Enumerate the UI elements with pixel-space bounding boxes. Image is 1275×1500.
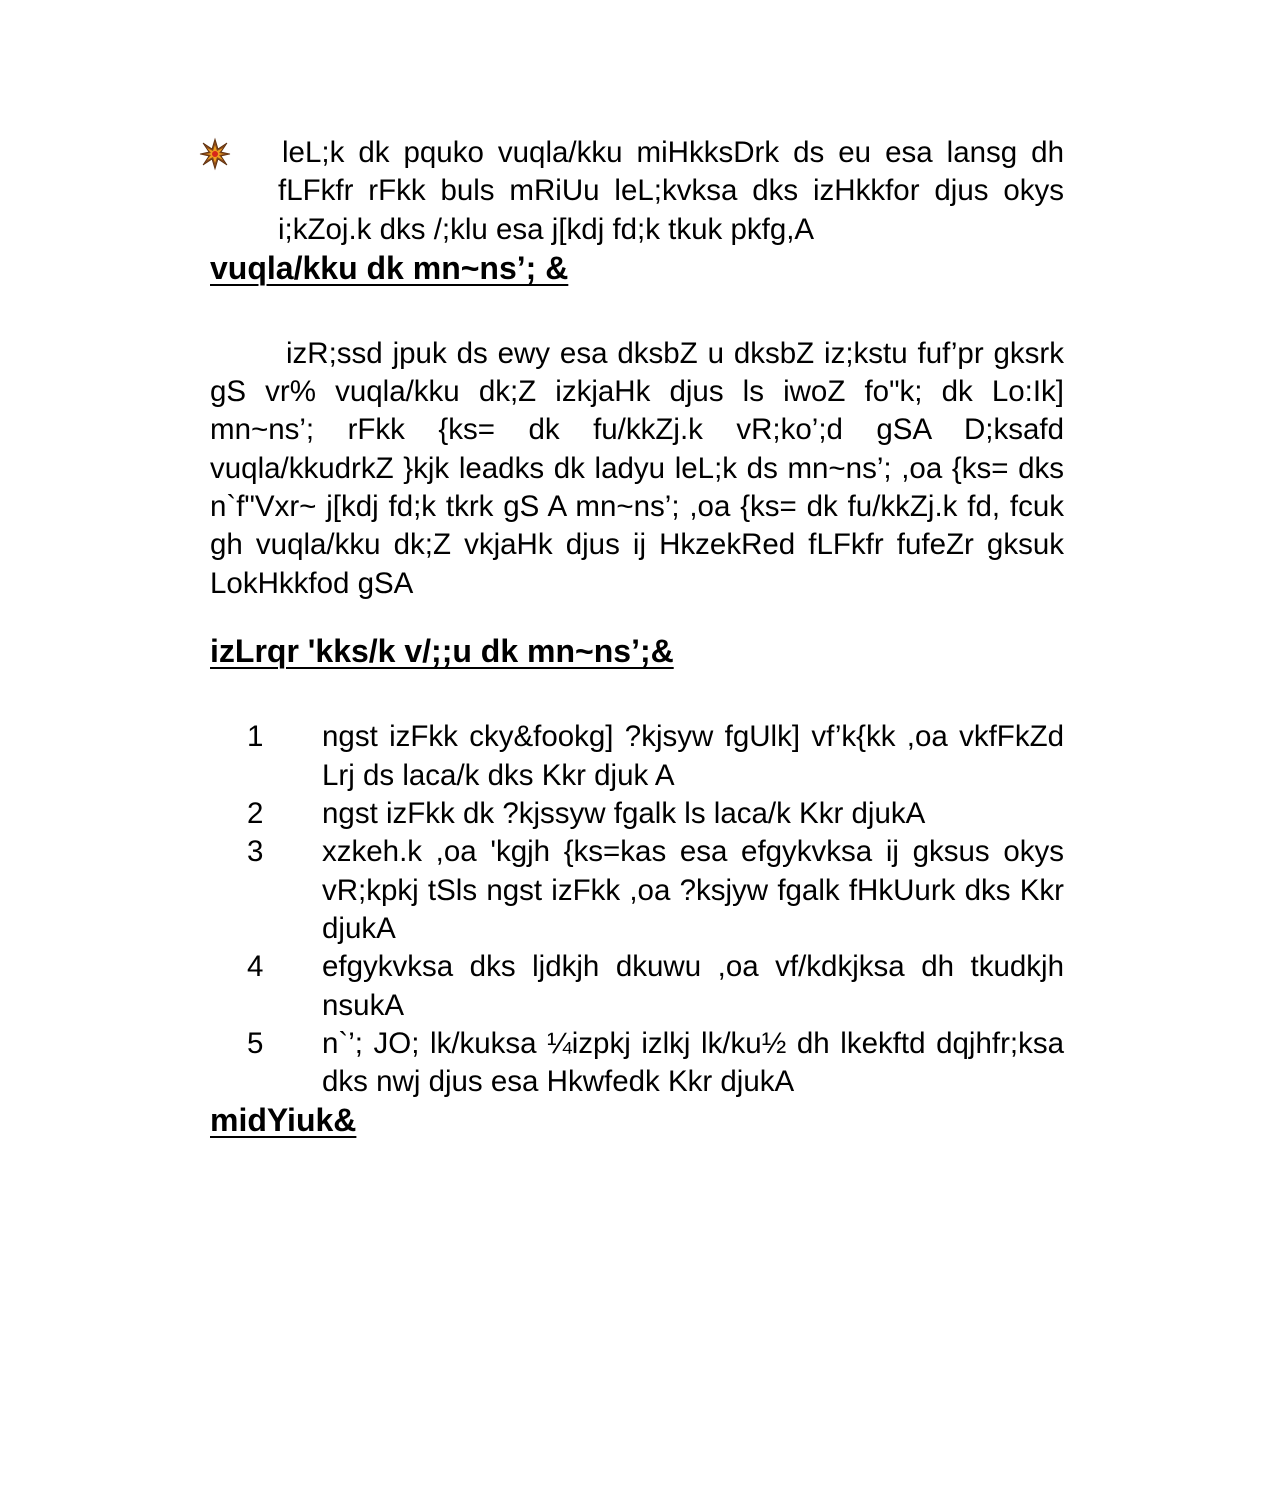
document-page — [210, 134, 1064, 1139]
list-item-number: 3 — [247, 835, 264, 869]
section-heading-research-objectives: izLrqr 'kks/k v/;;u dk mn~ns’;& — [210, 633, 674, 670]
list-item-number: 1 — [247, 720, 264, 754]
list-item — [210, 1025, 1064, 1102]
section-heading-objective: vuqla/kku dk mn~ns’; & — [210, 249, 569, 286]
list-item — [210, 795, 1064, 833]
list-item-text: ngst izFkk cky&fookg] ?kjsyw fgUlk] vf’k{kk ,oa vkfFkZd Lrj ds laca/k dks Kkr djuk A — [322, 720, 1064, 792]
list-item-text: ngst izFkk dk ?kjssyw fgalk ls laca/k Kkr djukA — [322, 797, 926, 831]
section-heading-hypothesis: midYiuk& — [210, 1102, 357, 1139]
list-item-text: xzkeh.k ,oa 'kgjh {ks=kas esa efgykvksa ij gksus okys vR;kpkj tSls ngst izFkk ,oa ?ksjyw fgalk fHkUurk dks Kkr djukA — [322, 835, 1064, 945]
list-item-number: 2 — [247, 797, 264, 831]
list-item-number: 4 — [247, 950, 264, 984]
intro-bullet — [210, 134, 1064, 249]
list-item — [210, 718, 1064, 795]
list-item-number: 5 — [247, 1026, 264, 1060]
list-item-text: n`’; JO; lk/kuksa ¼izpkj izlkj lk/ku½ dh lkekftd dqjhfr;ksa dks nwj djus esa Hkwfedk Kkr djukA — [322, 1026, 1064, 1099]
objective-paragraph: izR;ssd jpuk ds ewy esa dksbZ u dksbZ iz;kstu fuf’pr gksrk gS vr% vuqla/kku dk;Z izkjaHk djus ls iwoZ fo"k; dk Lo:Ik] mn~ns’; rFkk {ks= dk fu/kkZj.k vR;ko’;d gSA D;ksafd vuqla/kkudrkZ }kjk leadks dk ladyu leL;k ds mn~ns’; ,oa {ks= dks n`f"Vxr~ j[kdj fd;k tkrk gS A mn~ns’; ,oa {ks= dk fu/kkZj.k fd, fcuk gh vuqla/kku dk;Z vkjaHk djus ij HkzekRed fLFkfr fufeZr gksuk LokHkkfod gSA — [210, 336, 1064, 600]
list-item — [210, 833, 1064, 948]
intro-bullet-text: leL;k dk pquko vuqla/kku miHkksDrk ds eu esa lansg dh fLFkfr rFkk buls mRiUu leL;kvksa dks izHkkfor djus okys i;kZoj.k dks /;klu esa j[kdj fd;k tkuk pkfg,A — [278, 136, 1064, 246]
objectives-list — [210, 718, 1064, 1101]
list-item — [210, 948, 1064, 1025]
starburst-icon — [198, 137, 232, 171]
list-item-text: efgykvksa dks ljdkjh dkuwu ,oa vf/kdkjksa dh tkudkjh nsukA — [322, 950, 1064, 1022]
